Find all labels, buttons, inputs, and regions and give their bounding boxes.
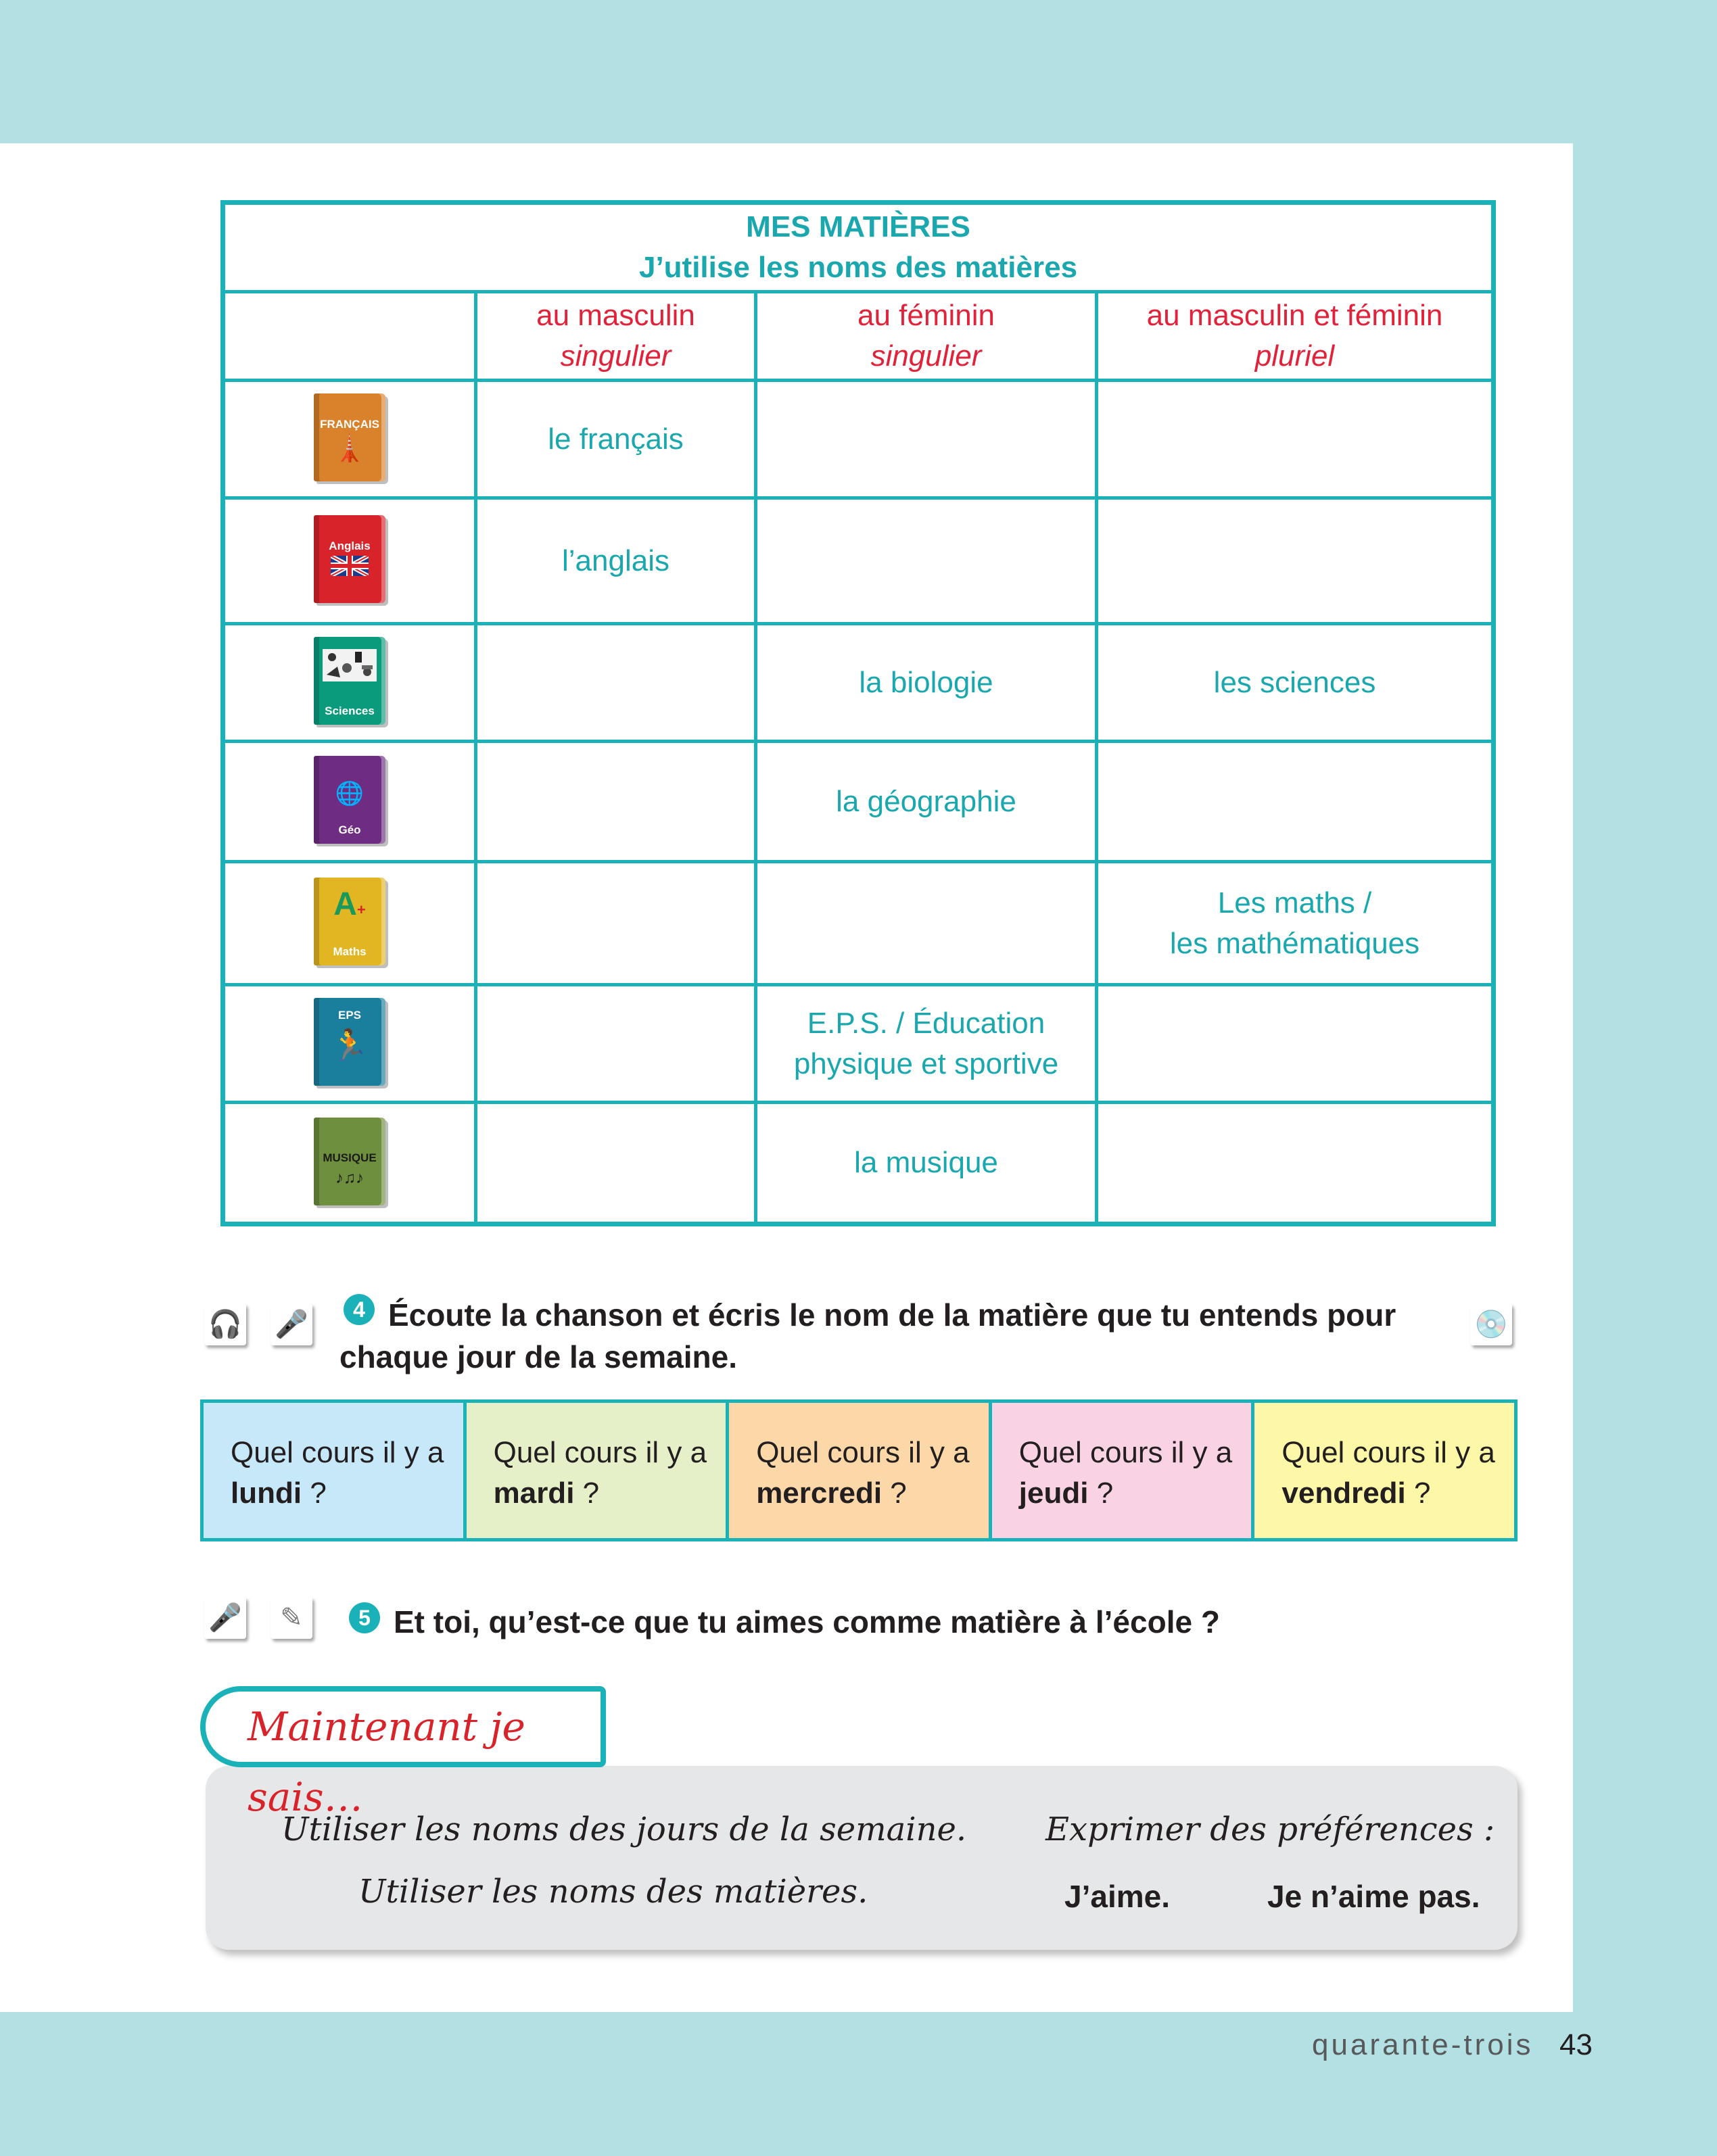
phrase-je-naime-pas: Je n’aime pas.: [1267, 1879, 1480, 1914]
book-cell: [223, 985, 476, 1103]
day-name: vendredi: [1281, 1477, 1406, 1510]
phrase-jaime: J’aime.: [1064, 1879, 1170, 1914]
cell-plural: les sciences: [1097, 624, 1494, 742]
days-grid: [200, 1399, 1518, 1541]
cell-plural: [1097, 1103, 1494, 1224]
table-row: [223, 624, 1494, 742]
plural-line2: les mathématiques: [1169, 926, 1420, 960]
cell-plural: [1097, 985, 1494, 1103]
day-box-mercredi: [729, 1403, 992, 1538]
exercise4-instruction-line1: Écoute la chanson et écris le nom de la matière que tu entends pour: [388, 1297, 1396, 1333]
summary-item-subjects: Utiliser les noms des matières.: [358, 1873, 868, 1911]
book-musique: [314, 1118, 385, 1205]
exercise-number-badge: 5: [349, 1602, 380, 1633]
runner-icon: 🏃: [330, 1028, 369, 1063]
cell-plural: [1097, 381, 1494, 498]
plural-line1: Les maths /: [1217, 886, 1372, 919]
cell-feminine: [756, 862, 1097, 985]
header-masculine-number: singulier: [560, 339, 672, 373]
maintenant-je-sais-tag: Maintenant je sais…: [200, 1686, 606, 1767]
day-box-vendredi: [1254, 1403, 1514, 1538]
cell-masculine: l’anglais: [476, 498, 756, 624]
subjects-table: [220, 200, 1496, 1226]
cell-plural: [1097, 862, 1494, 985]
summary-item-days: Utiliser les noms des jours de la semaine.: [281, 1811, 967, 1848]
eiffel-tower-icon: 🗼: [333, 435, 366, 463]
book-label: Géo: [338, 823, 361, 836]
table-subtitle: J’utilise les noms des matières: [638, 251, 1078, 284]
book-francais: [314, 393, 385, 481]
math-symbols-icon: A+: [333, 886, 366, 922]
microphone-icon: 🎤: [204, 1597, 246, 1639]
exercise-number-badge: 4: [344, 1294, 375, 1325]
table-row: [223, 742, 1494, 862]
day-name: mercredi: [756, 1477, 883, 1510]
header-feminine: [756, 292, 1097, 381]
day-question: Quel cours il y a: [1018, 1436, 1233, 1469]
header-plural: [1097, 292, 1494, 381]
cell-masculine: [476, 742, 756, 862]
table-row: [223, 862, 1494, 985]
book-maths: [314, 878, 385, 965]
header-empty-cell: [223, 292, 476, 381]
book-label: FRANÇAIS: [320, 418, 379, 431]
book-eps: [314, 998, 385, 1086]
book-cell: [223, 1103, 476, 1224]
header-plural-label: au masculin et féminin: [1146, 299, 1443, 332]
exercise4-instruction-line2: chaque jour de la semaine.: [339, 1339, 737, 1374]
summary-item-preferences: Exprimer des préférences :: [1045, 1811, 1495, 1848]
day-question: Quel cours il y a: [1281, 1436, 1495, 1469]
feminine-line2: physique et sportive: [793, 1047, 1059, 1080]
question-mark: ?: [882, 1477, 907, 1510]
day-box-jeudi: [992, 1403, 1255, 1538]
cell-masculine: [476, 985, 756, 1103]
header-plural-number: pluriel: [1254, 339, 1335, 373]
globe-icon: 🌐: [335, 781, 364, 807]
cell-feminine: la musique: [756, 1103, 1097, 1224]
book-sciences: [314, 637, 385, 725]
pen-icon: ✎: [271, 1597, 312, 1639]
day-name: jeudi: [1018, 1477, 1089, 1510]
book-anglais: [314, 515, 385, 603]
question-mark: ?: [1088, 1477, 1114, 1510]
book-cell: [223, 862, 476, 985]
feminine-line1: E.P.S. / Éducation: [807, 1006, 1045, 1040]
page-number: 43: [1559, 2028, 1593, 2061]
cell-feminine: [756, 381, 1097, 498]
book-label: Sciences: [325, 704, 375, 717]
header-feminine-number: singulier: [870, 339, 982, 373]
cell-masculine: [476, 862, 756, 985]
day-question: Quel cours il y a: [493, 1436, 707, 1469]
day-question: Quel cours il y a: [231, 1436, 444, 1469]
cell-masculine: [476, 624, 756, 742]
book-label: Maths: [333, 945, 367, 958]
music-notes-icon: ♪♫♪: [335, 1168, 364, 1187]
day-name: mardi: [493, 1477, 575, 1510]
science-collage-icon: [314, 648, 385, 690]
page-number-words: quarante-trois: [1312, 2028, 1534, 2061]
table-row: [223, 498, 1494, 624]
table-title-cell: [223, 203, 1494, 292]
book-cell: [223, 381, 476, 498]
cell-masculine: [476, 1103, 756, 1224]
cell-feminine: la géographie: [756, 742, 1097, 862]
question-mark: ?: [302, 1477, 327, 1510]
table-title: MES MATIÈRES: [746, 210, 970, 243]
day-question: Quel cours il y a: [756, 1436, 970, 1469]
day-box-mardi: [467, 1403, 730, 1538]
exercise5-instruction: Et toi, qu’est-ce que tu aimes comme matière à l’école ?: [394, 1604, 1220, 1639]
cell-feminine: [756, 985, 1097, 1103]
table-row: [223, 381, 1494, 498]
day-name: lundi: [231, 1477, 302, 1510]
book-cell: [223, 498, 476, 624]
day-box-lundi: [204, 1403, 467, 1538]
book-label: EPS: [337, 1009, 362, 1022]
music-cd-icon: 💿: [1470, 1303, 1512, 1345]
cell-feminine: [756, 498, 1097, 624]
cell-plural: [1097, 498, 1494, 624]
header-masculine-label: au masculin: [536, 299, 695, 332]
table-row: [223, 1103, 1494, 1224]
book-cell: [223, 624, 476, 742]
book-label: MUSIQUE: [323, 1151, 377, 1164]
book-cell: [223, 742, 476, 862]
cell-plural: [1097, 742, 1494, 862]
question-mark: ?: [574, 1477, 600, 1510]
microphone-icon: 🎤: [271, 1303, 312, 1345]
summary-box: [206, 1766, 1518, 1950]
header-feminine-label: au féminin: [857, 299, 995, 332]
question-mark: ?: [1405, 1477, 1431, 1510]
headphones-icon: 🎧: [204, 1303, 246, 1345]
cell-masculine: le français: [476, 381, 756, 498]
book-label: Anglais: [329, 540, 371, 552]
table-row: [223, 985, 1494, 1103]
book-geo: [314, 756, 385, 844]
cell-feminine: la biologie: [756, 624, 1097, 742]
uk-flag-icon: [314, 554, 385, 581]
header-masculine: [476, 292, 756, 381]
